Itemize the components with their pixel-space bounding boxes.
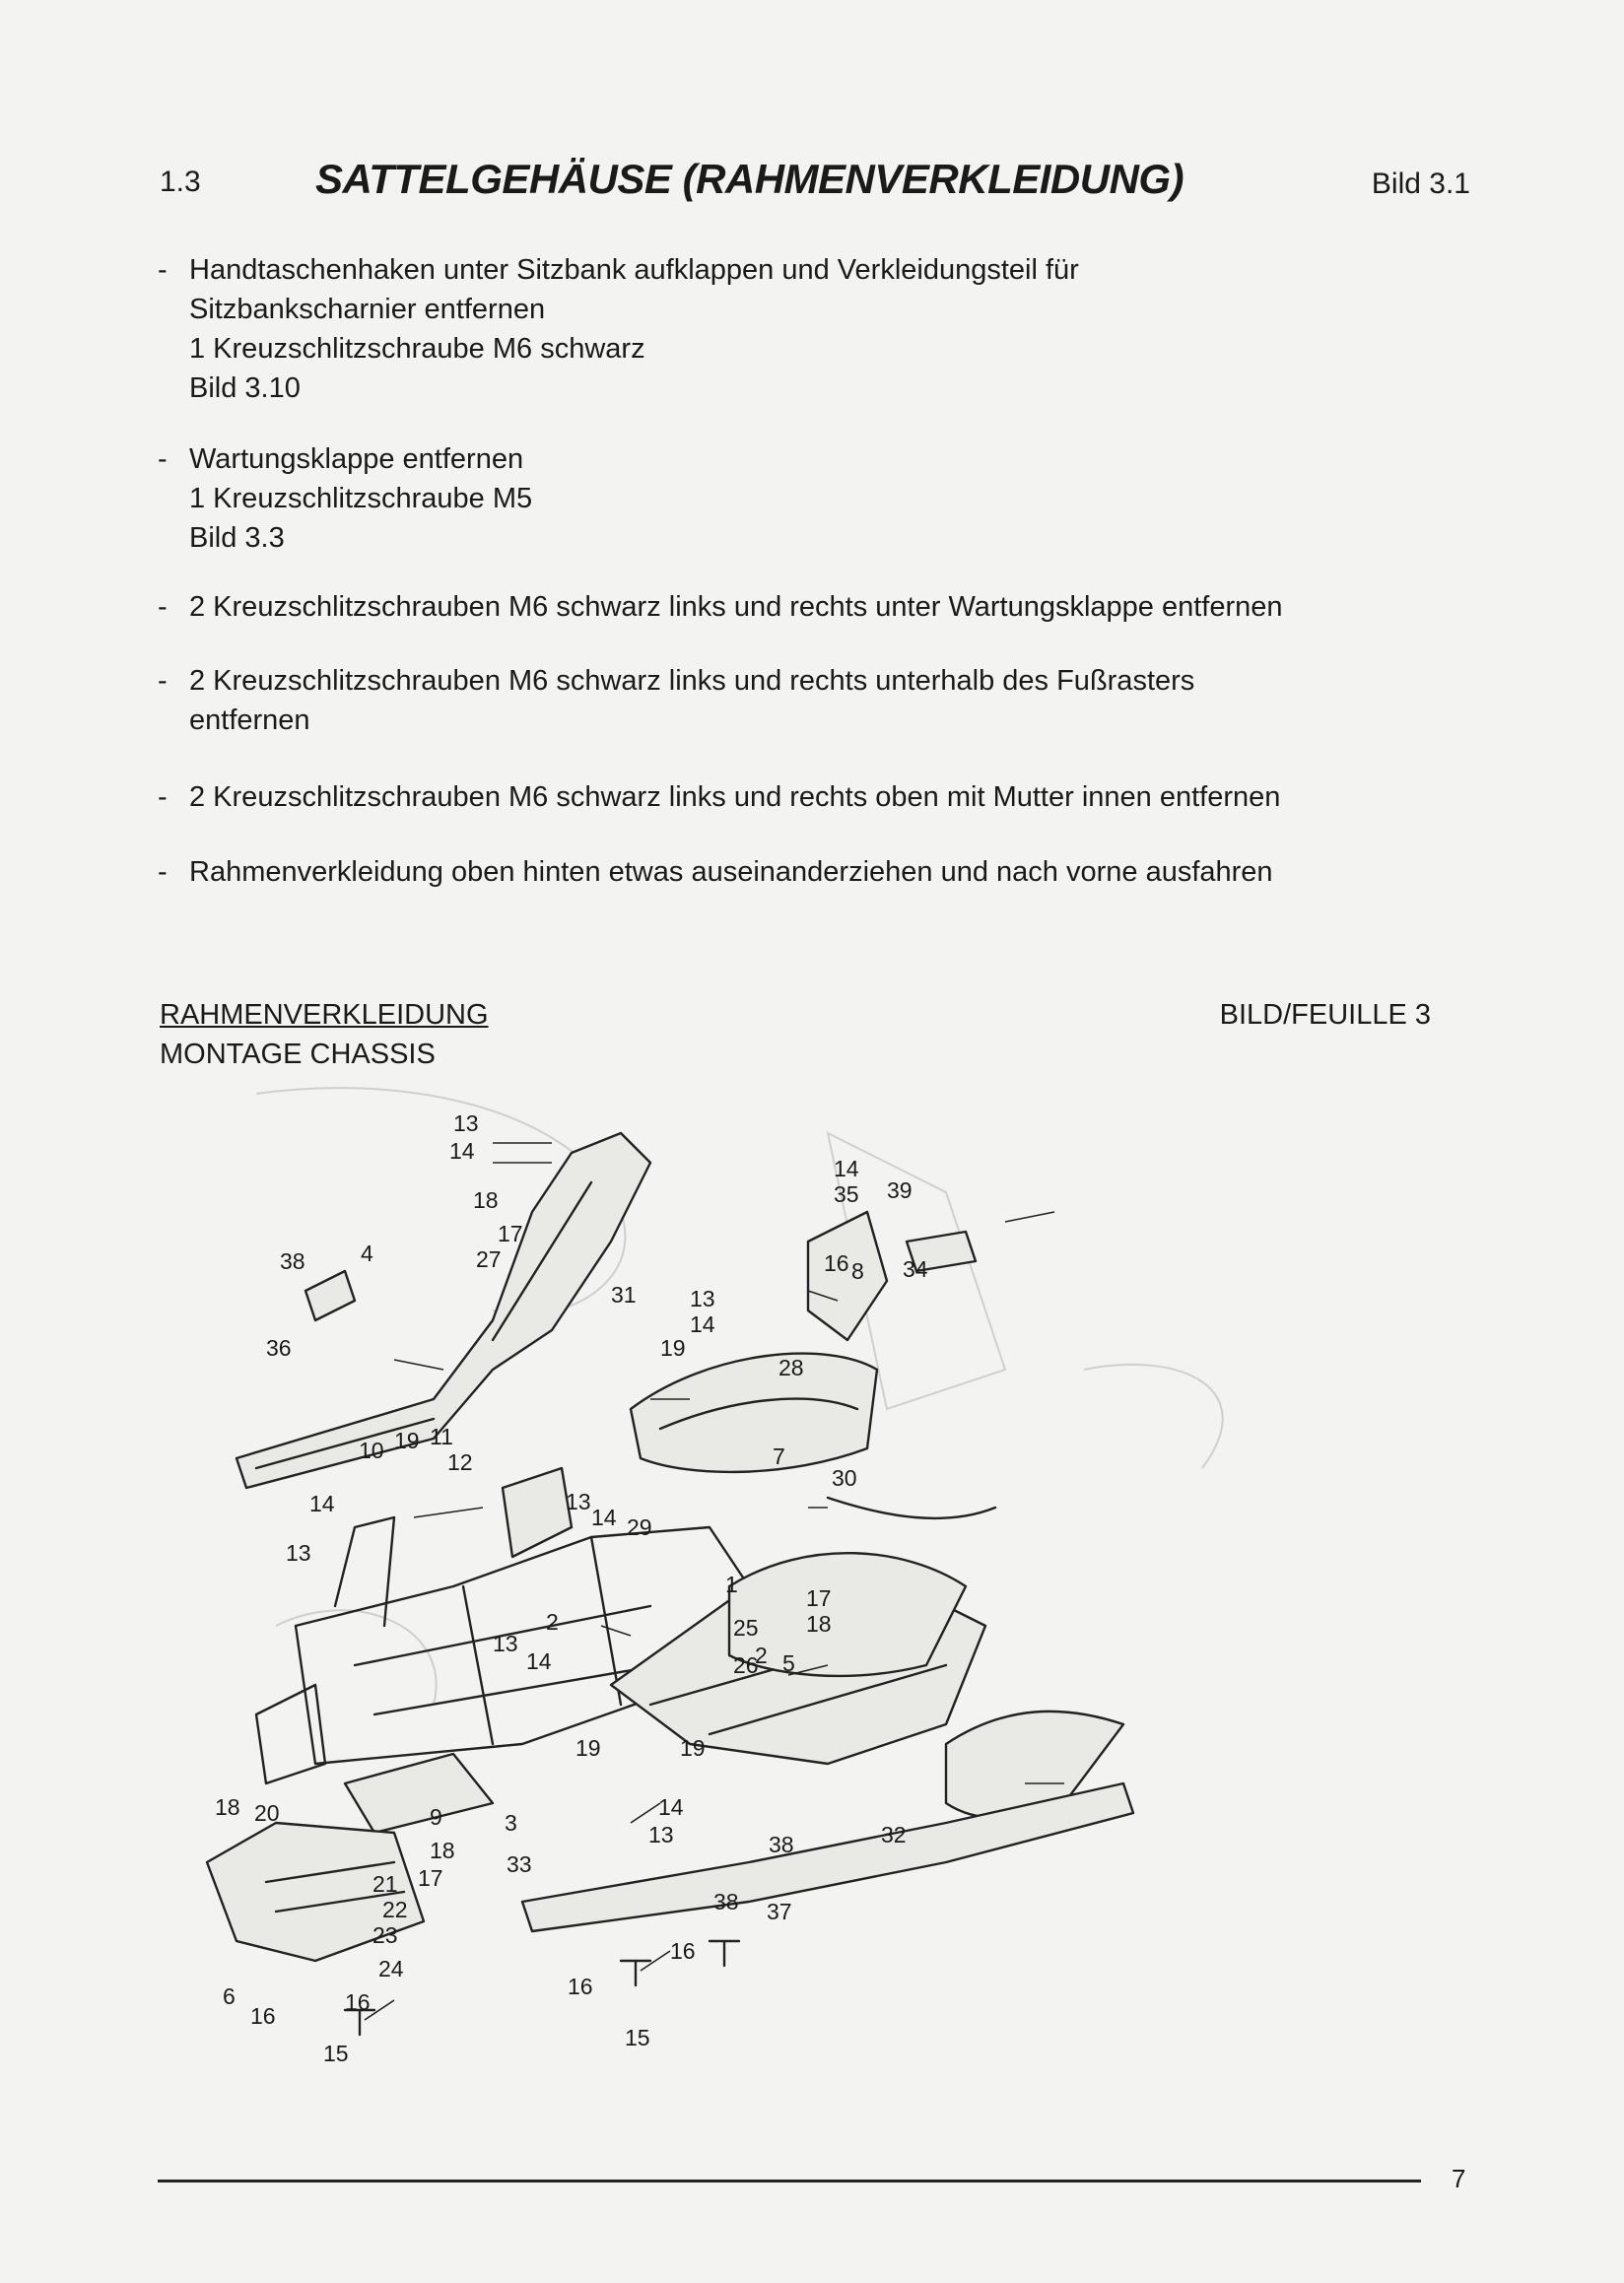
callout-label: 17 [418,1865,443,1891]
callout-label: 27 [476,1246,502,1272]
callout-label: 11 [430,1424,453,1449]
step-line: 1 Kreuzschlitzschraube M6 schwarz [189,333,645,365]
callout-label: 3 [505,1810,517,1836]
callout-label: 18 [806,1611,832,1637]
callout-label: 18 [473,1187,499,1213]
callout-label: 33 [507,1851,532,1877]
step-line: Sitzbankscharnier entfernen [189,294,546,325]
callout-label: 35 [834,1181,859,1207]
callout-label: 25 [733,1615,759,1641]
callout-label: 19 [660,1335,686,1361]
diagram-title: RAHMENVERKLEIDUNG [160,999,489,1031]
callout-label: 13 [286,1540,311,1566]
callout-label: 23 [372,1922,398,1948]
callout-label: 24 [378,1956,404,1981]
callout-label: 7 [773,1444,785,1469]
callout-label: 20 [254,1800,280,1826]
callout-label: 12 [447,1449,473,1475]
step-item: - 2 Kreuzschlitzschrauben M6 schwarz links und rechts unter Wartungsklappe entfernen [158,587,1478,627]
diagram-figure-label: BILD/FEUILLE 3 [1219,999,1431,1031]
callout-label: 14 [309,1491,335,1516]
callout-label: 26 [733,1652,759,1678]
callout-label: 1 [725,1572,738,1597]
callout-label: 39 [887,1177,913,1203]
callout-label: 10 [359,1438,384,1463]
callout-label: 16 [824,1250,849,1276]
callout-label: 21 [372,1871,398,1897]
callout-label: 13 [648,1822,674,1847]
step-line: Bild 3.10 [189,372,301,404]
callout-label: 28 [778,1355,804,1380]
section-number: 1.3 [160,166,201,198]
callout-label: 5 [782,1650,795,1676]
step-item: - Handtaschenhaken unter Sitzbank aufklappen und Verkleidungsteil für Sitzbankscharnier entfernen 1 Kreuzschlitzschraube M6 schwarz Bild 3.10 [158,250,1478,408]
callout-label: 19 [575,1735,601,1761]
section-header [160,156,1470,211]
callout-label: 19 [680,1735,706,1761]
callout-label: 16 [250,2003,276,2029]
callout-label: 14 [449,1138,475,1164]
diagram-subtitle: MONTAGE CHASSIS [160,1039,436,1070]
exploded-view-drawing [197,1074,1439,2109]
callout-label: 36 [266,1335,292,1361]
step-line: Bild 3.3 [189,522,285,554]
callout-label: 32 [881,1822,907,1847]
callout-label: 38 [769,1832,794,1857]
callout-label: 34 [903,1256,928,1282]
step-item: - Wartungsklappe entfernen 1 Kreuzschlitzschraube M5 Bild 3.3 [158,439,1478,558]
callout-label: 8 [851,1258,864,1284]
exploded-parts-diagram [197,1074,1439,2109]
diagram-heading [160,995,1431,1074]
step-line: 2 Kreuzschlitzschrauben M6 schwarz links und rechts oben mit Mutter innen entfernen [189,781,1281,813]
callout-label: 18 [430,1838,455,1863]
callout-label: 31 [611,1282,637,1308]
callout-label: 22 [382,1897,408,1922]
instruction-steps [158,250,1478,892]
step-line: Wartungsklappe entfernen [189,443,524,475]
step-line: 2 Kreuzschlitzschrauben M6 schwarz links und rechts unter Wartungsklappe entfernen [189,591,1283,623]
callout-label: 14 [526,1648,552,1674]
callout-label: 13 [453,1110,479,1136]
callout-label: 38 [280,1248,305,1274]
callout-label: 17 [498,1221,523,1246]
section-title: SATTELGEHÄUSE (RAHMENVERKLEIDUNG) [315,156,1184,202]
callout-label: 2 [546,1609,559,1635]
callout-label: 38 [713,1889,739,1914]
step-line: 2 Kreuzschlitzschrauben M6 schwarz links und rechts unterhalb des Fußrasters [189,665,1195,697]
step-item: - Rahmenverkleidung oben hinten etwas auseinanderziehen und nach vorne ausfahren [158,852,1478,892]
callout-label: 30 [832,1465,857,1491]
callout-label: 13 [493,1631,518,1656]
footer-rule [158,2180,1421,2182]
step-line: entfernen [189,705,310,736]
callout-label: 29 [627,1514,652,1540]
step-line: Rahmenverkleidung oben hinten etwas auseinanderziehen und nach vorne ausfahren [189,856,1273,888]
callout-label: 14 [658,1794,684,1820]
step-line: Handtaschenhaken unter Sitzbank aufklappen und Verkleidungsteil für [189,254,1079,286]
callout-label: 13 [566,1489,591,1514]
callout-label: 13 [690,1286,715,1311]
callout-label: 17 [806,1585,832,1611]
callout-label: 37 [767,1899,792,1924]
callout-label: 15 [625,2025,650,2050]
callout-label: 18 [215,1794,240,1820]
callout-label: 16 [670,1938,696,1964]
callout-label: 9 [430,1804,442,1830]
figure-reference: Bild 3.1 [1371,168,1470,200]
callout-label: 19 [394,1428,420,1453]
callout-label: 15 [323,2041,349,2066]
callout-label: 14 [834,1156,859,1181]
step-line: 1 Kreuzschlitzschraube M5 [189,483,533,514]
callout-label: 2 [755,1643,768,1668]
step-item: - 2 Kreuzschlitzschrauben M6 schwarz links und rechts unterhalb des Fußrasters entfernen [158,661,1478,740]
callout-label: 14 [591,1505,617,1530]
callout-label: 6 [223,1983,236,2009]
callout-label: 14 [690,1311,715,1337]
page-number: 7 [1452,2164,1466,2193]
callout-label: 4 [361,1241,373,1266]
step-item: - 2 Kreuzschlitzschrauben M6 schwarz links und rechts oben mit Mutter innen entfernen [158,777,1478,817]
callout-label: 16 [568,1974,593,1999]
callout-label: 16 [345,1989,371,2015]
